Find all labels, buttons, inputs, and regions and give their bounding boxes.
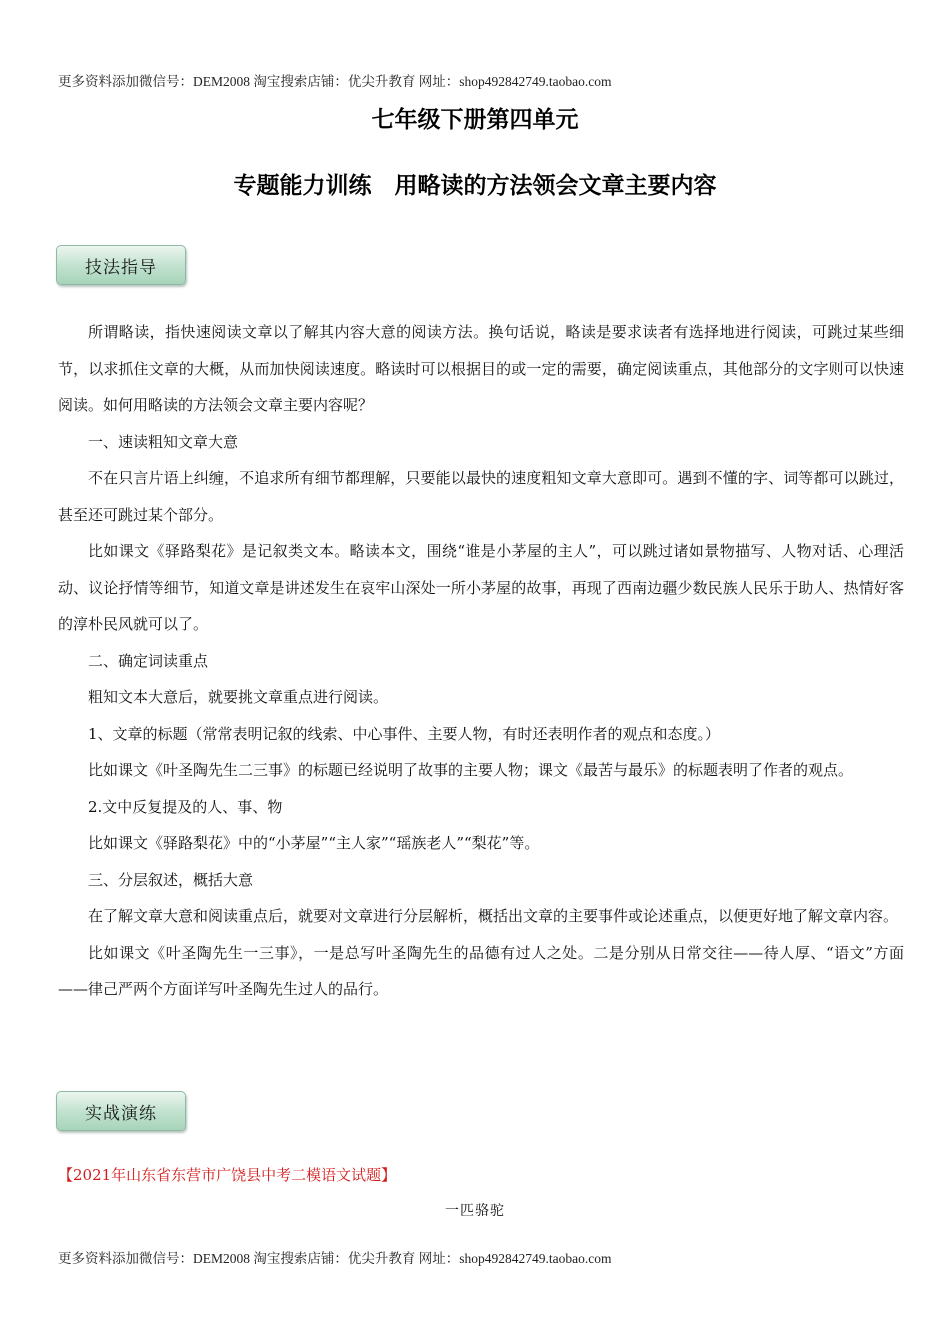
exam-source-line: 【2021年山东省东营市广饶县中考二模语文试题】 bbox=[58, 1166, 397, 1184]
paragraph-intro: 所谓略读，指快速阅读文章以了解其内容大意的阅读方法。换句话说，略读是要求读者有选择地进行阅读，可跳过某些细节，以求抓住文章的大概，从而加快阅读速度。略读时可以根据目的或一定的需要，确定阅读重点，其他部分的文字则可以快速阅读。如何用略读的方法领会文章主要内容呢？ bbox=[58, 323, 904, 414]
section-tab-practice: 实战演练 bbox=[56, 1091, 186, 1131]
paragraph: 比如课文《驿路梨花》中的“小茅屋”“主人家”“瑶族老人”“梨花”等。 bbox=[88, 834, 540, 852]
heading-step-3: 三、分层叙述，概括大意 bbox=[88, 870, 254, 889]
paragraph: 比如课文《叶圣陶先生二三事》的标题已经说明了故事的主要人物；课文《最苦与最乐》的标题表明了作者的观点。 bbox=[88, 761, 854, 779]
section-tab-guide: 技法指导 bbox=[56, 245, 186, 285]
article-body bbox=[58, 314, 904, 1008]
footer-note: 更多资料添加微信号：DEM2008 淘宝搜索店铺：优尖升教育 网址：shop492842749.taobao.com bbox=[58, 1251, 612, 1266]
paragraph: 粗知文本大意后，就要挑文章重点进行阅读。 bbox=[88, 688, 389, 706]
paragraph: 不在只言片语上纠缠，不追求所有细节都理解，只要能以最快的速度粗知文章大意即可。遇到不懂的字、词等都可以跳过，甚至还可跳过某个部分。 bbox=[58, 469, 904, 524]
paragraph: 1、文章的标题（常常表明记叙的线索、中心事件、主要人物，有时还表明作者的观点和态度。） bbox=[88, 724, 721, 743]
header-note: 更多资料添加微信号：DEM2008 淘宝搜索店铺：优尖升教育 网址：shop492842749.taobao.com bbox=[58, 74, 612, 89]
paragraph: 在了解文章大意和阅读重点后，就要对文章进行分层解析，概括出文章的主要事件或论述重点，以便更好地了解文章内容。 bbox=[88, 907, 899, 925]
paragraph: 比如课文《驿路梨花》是记叙类文本。略读本文，围绕“谁是小茅屋的主人”，可以跳过诸如景物描写、人物对话、心理活动、议论抒情等细节，知道文章是讲述发生在哀牢山深处一所小茅屋的故事，再现了西南边疆少数民族人民乐于助人、热情好客的淳朴民风就可以了。 bbox=[58, 542, 904, 633]
paragraph: 比如课文《叶圣陶先生一三事》，一是总写叶圣陶先生的品德有过人之处。二是分别从日常交往——待人厚、“语文”方面——律己严两个方面详写叶圣陶先生过人的品行。 bbox=[58, 943, 904, 998]
heading-step-1: 一、速读粗知文章大意 bbox=[88, 432, 239, 451]
page-title: 七年级下册第四单元 bbox=[371, 107, 579, 133]
passage-title: 一匹骆驼 bbox=[445, 1203, 505, 1219]
heading-step-2: 二、确定词读重点 bbox=[88, 651, 209, 670]
paragraph: 2.文中反复提及的人、事、物 bbox=[88, 797, 283, 816]
page-subtitle: 专题能力训练 用略读的方法领会文章主要内容 bbox=[233, 173, 717, 199]
